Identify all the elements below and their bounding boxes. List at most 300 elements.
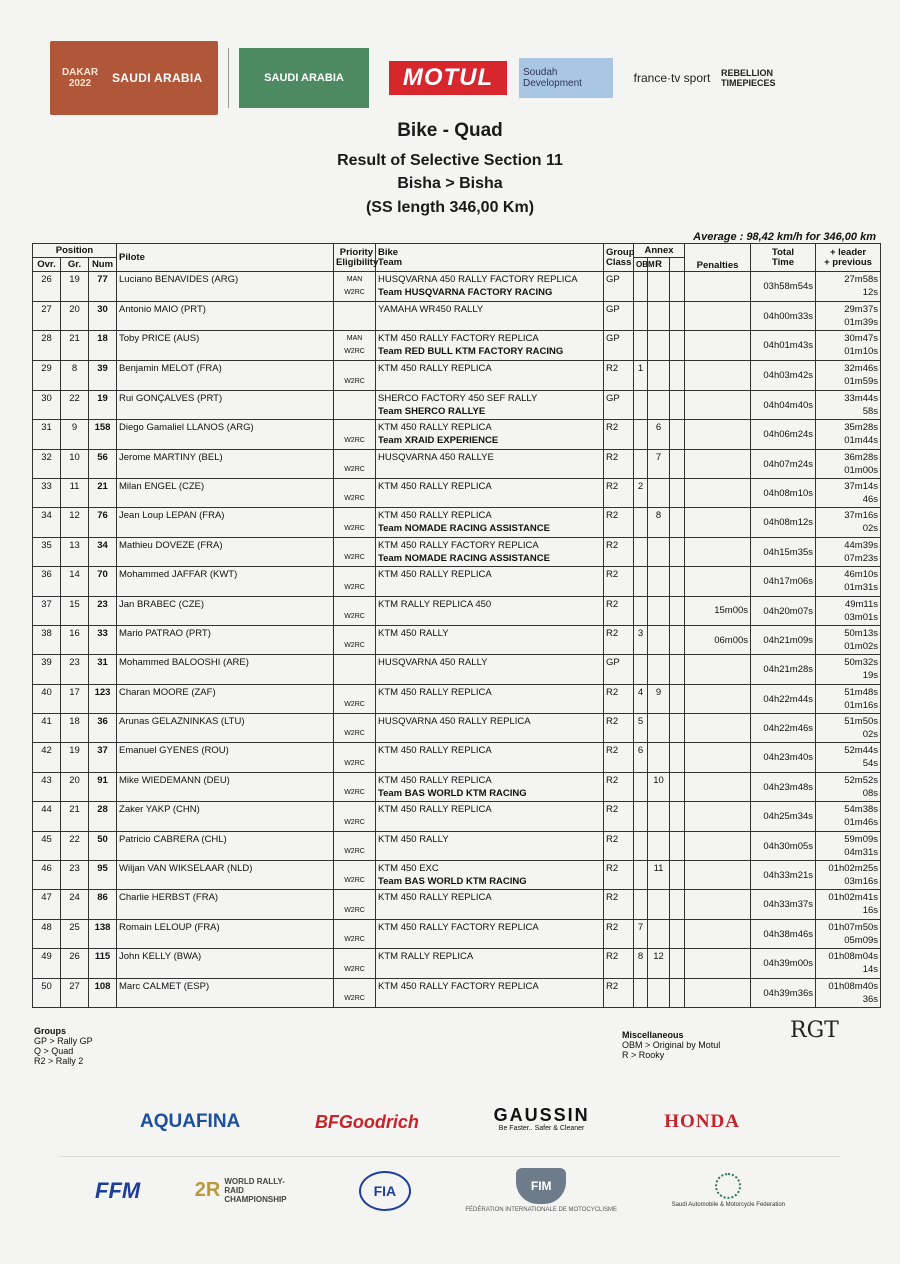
header-position: Position	[33, 244, 117, 258]
cell-total-time: 04h21m09s	[751, 625, 816, 654]
cell-pilote: Marc CALMET (ESP)	[117, 978, 334, 1007]
groups-item: GP > Rally GP	[34, 1036, 93, 1046]
cell-bike-team: KTM 450 RALLY REPLICA	[376, 743, 604, 772]
table-row	[33, 420, 881, 449]
cell-gaps: 27m58s 12s	[816, 272, 881, 302]
cell-total-time: 04h07m24s	[751, 449, 816, 478]
cell-gr: 22	[61, 390, 89, 419]
cell-ovr: 31	[33, 420, 61, 449]
cell-priority: W2RC	[334, 978, 376, 1007]
cell-total-time: 04h20m07s	[751, 596, 816, 625]
cell-penalties	[685, 302, 751, 331]
cell-total-time: 04h08m10s	[751, 478, 816, 507]
cell-gr: 26	[61, 949, 89, 978]
cell-gr: 17	[61, 684, 89, 713]
cell-num: 33	[89, 625, 117, 654]
cell-total-time: 04h39m36s	[751, 978, 816, 1007]
cell-priority: W2RC	[334, 772, 376, 801]
cell-annex-blank	[670, 655, 685, 684]
cell-bike-team: KTM 450 RALLY FACTORY REPLICA	[376, 919, 604, 948]
cell-gr: 23	[61, 655, 89, 684]
cell-obm: 7	[634, 919, 648, 948]
cell-obm	[634, 508, 648, 537]
cell-r	[648, 537, 670, 566]
cell-bike-team: KTM 450 RALLY FACTORY REPLICA Team NOMADE RACING ASSISTANCE	[376, 537, 604, 566]
table-row	[33, 949, 881, 978]
cell-r	[648, 714, 670, 743]
cell-bike-team: KTM 450 RALLY	[376, 625, 604, 654]
table-row	[33, 772, 881, 801]
cell-class: R2	[604, 508, 634, 537]
cell-total-time: 04h04m40s	[751, 390, 816, 419]
cell-ovr: 44	[33, 802, 61, 831]
table-row	[33, 331, 881, 361]
cell-pilote: Mohammed JAFFAR (KWT)	[117, 567, 334, 596]
cell-obm	[634, 331, 648, 361]
cell-priority: W2RC	[334, 508, 376, 537]
federation-logos	[95, 1168, 785, 1213]
cell-bike-team: SHERCO FACTORY 450 SEF RALLY Team SHERCO RALLYE	[376, 390, 604, 419]
cell-total-time: 03h58m54s	[751, 272, 816, 302]
dakar-logo	[50, 41, 218, 115]
cell-priority: W2RC	[334, 567, 376, 596]
cell-priority: W2RC	[334, 831, 376, 860]
cell-ovr: 50	[33, 978, 61, 1007]
cell-priority: W2RC	[334, 478, 376, 507]
cell-ovr: 37	[33, 596, 61, 625]
cell-priority: W2RC	[334, 949, 376, 978]
cell-r	[648, 596, 670, 625]
samf-logo: Saudi Automobile & Motorcycle Federation	[672, 1173, 785, 1208]
cell-class: GP	[604, 655, 634, 684]
france-tv-sport-logo: france·tv sport	[633, 70, 711, 85]
cell-gr: 13	[61, 537, 89, 566]
cell-obm	[634, 831, 648, 860]
cell-obm	[634, 655, 648, 684]
page-subtitle: Result of Selective Section 11	[337, 152, 563, 169]
cell-annex-blank	[670, 684, 685, 713]
cell-pilote: Romain LELOUP (FRA)	[117, 919, 334, 948]
cell-gaps: 01h02m25s 03m16s	[816, 861, 881, 890]
cell-gaps: 52m52s 08s	[816, 772, 881, 801]
table-row	[33, 449, 881, 478]
cell-annex-blank	[670, 625, 685, 654]
cell-class: GP	[604, 390, 634, 419]
cell-pilote: Jean Loup LEPAN (FRA)	[117, 508, 334, 537]
cell-num: 76	[89, 508, 117, 537]
cell-annex-blank	[670, 302, 685, 331]
cell-num: 30	[89, 302, 117, 331]
cell-annex-blank	[670, 743, 685, 772]
cell-r: 7	[648, 449, 670, 478]
cell-r: 12	[648, 949, 670, 978]
page-title: Bike - Quad	[397, 120, 503, 141]
cell-total-time: 04h15m35s	[751, 537, 816, 566]
cell-obm	[634, 596, 648, 625]
misc-title: Miscellaneous	[622, 1030, 684, 1040]
header-priority: Priority Eligibility	[334, 244, 376, 272]
table-row	[33, 861, 881, 890]
cell-priority: W2RC	[334, 919, 376, 948]
cell-annex-blank	[670, 919, 685, 948]
cell-class: R2	[604, 537, 634, 566]
cell-penalties	[685, 772, 751, 801]
cell-total-time: 04h33m37s	[751, 890, 816, 919]
cell-class: GP	[604, 331, 634, 361]
cell-total-time: 04h22m46s	[751, 714, 816, 743]
signature: RGT	[790, 1018, 839, 1043]
cell-gaps: 01h07m50s 05m09s	[816, 919, 881, 948]
cell-pilote: Diego Gamaliel LLANOS (ARG)	[117, 420, 334, 449]
cell-ovr: 49	[33, 949, 61, 978]
cell-gr: 25	[61, 919, 89, 948]
cell-priority: W2RC	[334, 802, 376, 831]
groups-item: Q > Quad	[34, 1046, 74, 1056]
rebellion-logo: REBELLION TIMEPIECES	[721, 68, 776, 88]
cell-r	[648, 361, 670, 390]
cell-r: 8	[648, 508, 670, 537]
header-r: R	[648, 258, 670, 272]
cell-annex-blank	[670, 802, 685, 831]
cell-gr: 10	[61, 449, 89, 478]
cell-pilote: Wiljan VAN WIKSELAAR (NLD)	[117, 861, 334, 890]
cell-gr: 19	[61, 743, 89, 772]
cell-r: 9	[648, 684, 670, 713]
table-row	[33, 625, 881, 654]
cell-bike-team: KTM 450 RALLY REPLICA Team BAS WORLD KTM RACING	[376, 772, 604, 801]
header-num: Num	[89, 258, 117, 272]
header-logos	[50, 40, 860, 116]
cell-gaps: 59m09s 04m31s	[816, 831, 881, 860]
cell-ovr: 46	[33, 861, 61, 890]
cell-r	[648, 272, 670, 302]
cell-num: 95	[89, 861, 117, 890]
cell-annex-blank	[670, 537, 685, 566]
cell-annex-blank	[670, 714, 685, 743]
cell-penalties	[685, 949, 751, 978]
cell-num: 56	[89, 449, 117, 478]
cell-class: R2	[604, 596, 634, 625]
divider	[60, 1156, 840, 1157]
cell-total-time: 04h33m21s	[751, 861, 816, 890]
cell-pilote: Antonio MAIO (PRT)	[117, 302, 334, 331]
cell-num: 138	[89, 919, 117, 948]
cell-gaps: 35m28s 01m44s	[816, 420, 881, 449]
header-bike-team: Bike Team	[376, 244, 604, 272]
cell-bike-team: KTM 450 RALLY REPLICA	[376, 684, 604, 713]
cell-r	[648, 390, 670, 419]
cell-ovr: 40	[33, 684, 61, 713]
cell-pilote: Luciano BENAVIDES (ARG)	[117, 272, 334, 302]
cell-ovr: 36	[33, 567, 61, 596]
cell-r	[648, 302, 670, 331]
cell-penalties	[685, 684, 751, 713]
cell-pilote: Milan ENGEL (CZE)	[117, 478, 334, 507]
cell-class: R2	[604, 772, 634, 801]
cell-gr: 15	[61, 596, 89, 625]
cell-class: R2	[604, 361, 634, 390]
table-row	[33, 714, 881, 743]
cell-class: R2	[604, 743, 634, 772]
header-gaps: + leader + previous	[816, 244, 881, 272]
header-ovr: Ovr.	[33, 258, 61, 272]
cell-total-time: 04h08m12s	[751, 508, 816, 537]
cell-r	[648, 978, 670, 1007]
cell-num: 18	[89, 331, 117, 361]
results-table	[32, 243, 881, 1008]
table-row	[33, 802, 881, 831]
cell-priority: W2RC	[334, 743, 376, 772]
cell-annex-blank	[670, 567, 685, 596]
cell-penalties	[685, 508, 751, 537]
cell-gr: 9	[61, 420, 89, 449]
samf-emblem-icon	[715, 1173, 741, 1199]
cell-r	[648, 919, 670, 948]
table-row	[33, 302, 881, 331]
cell-penalties	[685, 919, 751, 948]
table-row	[33, 567, 881, 596]
cell-total-time: 04h01m43s	[751, 331, 816, 361]
cell-ovr: 45	[33, 831, 61, 860]
divider	[228, 48, 229, 108]
table-row	[33, 508, 881, 537]
cell-annex-blank	[670, 272, 685, 302]
header-pilote: Pilote	[117, 244, 334, 272]
cell-num: 19	[89, 390, 117, 419]
cell-num: 23	[89, 596, 117, 625]
cell-pilote: Benjamin MELOT (FRA)	[117, 361, 334, 390]
table-row	[33, 743, 881, 772]
cell-penalties: 15m00s	[685, 596, 751, 625]
cell-priority: W2RC	[334, 361, 376, 390]
table-row	[33, 361, 881, 390]
cell-gr: 14	[61, 567, 89, 596]
cell-gr: 27	[61, 978, 89, 1007]
cell-priority: W2RC	[334, 420, 376, 449]
cell-ovr: 34	[33, 508, 61, 537]
cell-total-time: 04h21m28s	[751, 655, 816, 684]
aquafina-logo: AQUAFINA	[140, 1111, 241, 1132]
cell-class: R2	[604, 420, 634, 449]
cell-gaps: 51m50s 02s	[816, 714, 881, 743]
cell-priority	[334, 655, 376, 684]
cell-penalties	[685, 831, 751, 860]
cell-class: R2	[604, 919, 634, 948]
cell-total-time: 04h03m42s	[751, 361, 816, 390]
cell-priority: W2RC	[334, 890, 376, 919]
cell-num: 108	[89, 978, 117, 1007]
cell-num: 86	[89, 890, 117, 919]
cell-obm	[634, 890, 648, 919]
cell-num: 91	[89, 772, 117, 801]
cell-pilote: Charan MOORE (ZAF)	[117, 684, 334, 713]
honda-logo: HONDA	[664, 1111, 740, 1132]
cell-ovr: 48	[33, 919, 61, 948]
cell-total-time: 04h25m34s	[751, 802, 816, 831]
cell-ovr: 39	[33, 655, 61, 684]
table-row	[33, 390, 881, 419]
cell-total-time: 04h39m00s	[751, 949, 816, 978]
cell-pilote: Mario PATRAO (PRT)	[117, 625, 334, 654]
header-annex: Annex	[634, 244, 685, 258]
cell-pilote: Toby PRICE (AUS)	[117, 331, 334, 361]
cell-penalties	[685, 714, 751, 743]
cell-penalties	[685, 361, 751, 390]
cell-gaps: 01h02m41s 16s	[816, 890, 881, 919]
cell-penalties	[685, 890, 751, 919]
cell-annex-blank	[670, 331, 685, 361]
cell-gaps: 37m14s 46s	[816, 478, 881, 507]
cell-gaps: 46m10s 01m31s	[816, 567, 881, 596]
cell-bike-team: KTM 450 RALLY REPLICA	[376, 361, 604, 390]
cell-gaps: 33m44s 58s	[816, 390, 881, 419]
cell-pilote: Mike WIEDEMANN (DEU)	[117, 772, 334, 801]
table-row	[33, 272, 881, 302]
cell-gaps: 29m37s 01m39s	[816, 302, 881, 331]
cell-gr: 16	[61, 625, 89, 654]
cell-pilote: Mohammed BALOOSHI (ARE)	[117, 655, 334, 684]
cell-ovr: 33	[33, 478, 61, 507]
cell-obm: 5	[634, 714, 648, 743]
cell-obm	[634, 272, 648, 302]
cell-penalties	[685, 743, 751, 772]
table-row	[33, 890, 881, 919]
cell-class: R2	[604, 831, 634, 860]
w2rc-logo: 2R WORLD RALLY-RAID CHAMPIONSHIP	[194, 1177, 287, 1204]
cell-class: R2	[604, 567, 634, 596]
cell-bike-team: KTM RALLY REPLICA 450	[376, 596, 604, 625]
cell-bike-team: YAMAHA WR450 RALLY	[376, 302, 604, 331]
cell-r	[648, 567, 670, 596]
table-row	[33, 919, 881, 948]
cell-class: R2	[604, 949, 634, 978]
cell-pilote: John KELLY (BWA)	[117, 949, 334, 978]
header-penalties: Penalties	[685, 244, 751, 272]
cell-bike-team: HUSQVARNA 450 RALLY	[376, 655, 604, 684]
cell-class: R2	[604, 890, 634, 919]
cell-gr: 22	[61, 831, 89, 860]
header-group-class: Group Class	[604, 244, 634, 272]
cell-gaps: 44m39s 07m23s	[816, 537, 881, 566]
cell-total-time: 04h22m44s	[751, 684, 816, 713]
bfgoodrich-logo: BFGoodrich	[314, 1111, 419, 1132]
cell-bike-team: KTM 450 RALLY FACTORY REPLICA	[376, 978, 604, 1007]
cell-obm: 3	[634, 625, 648, 654]
cell-total-time: 04h17m06s	[751, 567, 816, 596]
cell-pilote: Charlie HERBST (FRA)	[117, 890, 334, 919]
cell-class: GP	[604, 302, 634, 331]
cell-num: 50	[89, 831, 117, 860]
cell-penalties	[685, 420, 751, 449]
cell-r: 6	[648, 420, 670, 449]
table-row	[33, 684, 881, 713]
cell-annex-blank	[670, 861, 685, 890]
cell-gaps: 37m16s 02s	[816, 508, 881, 537]
cell-obm: 4	[634, 684, 648, 713]
cell-ovr: 27	[33, 302, 61, 331]
gaussin-logo: GAUSSIN Be Faster.. Safer & Cleaner	[493, 1105, 590, 1132]
cell-gaps: 50m13s 01m02s	[816, 625, 881, 654]
cell-class: R2	[604, 449, 634, 478]
cell-num: 28	[89, 802, 117, 831]
cell-gr: 23	[61, 861, 89, 890]
cell-ovr: 26	[33, 272, 61, 302]
groups-legend	[34, 1026, 93, 1066]
cell-bike-team: KTM RALLY REPLICA	[376, 949, 604, 978]
results-body	[33, 272, 881, 1008]
cell-num: 123	[89, 684, 117, 713]
cell-gr: 11	[61, 478, 89, 507]
cell-pilote: Patricio CABRERA (CHL)	[117, 831, 334, 860]
cell-obm	[634, 449, 648, 478]
cell-gaps: 51m48s 01m16s	[816, 684, 881, 713]
cell-gaps: 36m28s 01m00s	[816, 449, 881, 478]
cell-ovr: 30	[33, 390, 61, 419]
cell-num: 158	[89, 420, 117, 449]
cell-gr: 21	[61, 331, 89, 361]
header-total-time: Total Time	[751, 244, 816, 272]
cell-pilote: Mathieu DOVEZE (FRA)	[117, 537, 334, 566]
cell-bike-team: KTM 450 RALLY REPLICA	[376, 802, 604, 831]
cell-pilote: Arunas GELAZNINKAS (LTU)	[117, 714, 334, 743]
cell-annex-blank	[670, 420, 685, 449]
cell-r	[648, 625, 670, 654]
cell-bike-team: HUSQVARNA 450 RALLY REPLICA	[376, 714, 604, 743]
cell-ovr: 38	[33, 625, 61, 654]
fim-logo: FIM FÉDÉRATION INTERNATIONALE DE MOTOCYCLISME	[465, 1168, 617, 1213]
cell-priority	[334, 302, 376, 331]
cell-r	[648, 802, 670, 831]
ffm-logo: FFM	[95, 1177, 141, 1203]
cell-r	[648, 655, 670, 684]
cell-obm	[634, 420, 648, 449]
cell-penalties	[685, 655, 751, 684]
cell-gr: 21	[61, 802, 89, 831]
cell-bike-team: KTM 450 RALLY REPLICA	[376, 567, 604, 596]
cell-num: 77	[89, 272, 117, 302]
cell-annex-blank	[670, 449, 685, 478]
cell-priority: W2RC	[334, 714, 376, 743]
cell-total-time: 04h38m46s	[751, 919, 816, 948]
table-row	[33, 978, 881, 1007]
cell-class: R2	[604, 861, 634, 890]
table-row	[33, 537, 881, 566]
cell-annex-blank	[670, 831, 685, 860]
motul-logo: MOTUL	[389, 61, 507, 95]
cell-priority: MAN W2RC	[334, 331, 376, 361]
cell-obm	[634, 302, 648, 331]
cell-total-time: 04h23m48s	[751, 772, 816, 801]
cell-obm: 2	[634, 478, 648, 507]
cell-bike-team: KTM 450 EXC Team BAS WORLD KTM RACING	[376, 861, 604, 890]
saudi-arabia-logo: SAUDI ARABIA	[239, 48, 369, 108]
cell-ovr: 47	[33, 890, 61, 919]
cell-total-time: 04h00m33s	[751, 302, 816, 331]
cell-gaps: 50m32s 19s	[816, 655, 881, 684]
misc-legend	[622, 1030, 720, 1060]
cell-pilote: Jan BRABEC (CZE)	[117, 596, 334, 625]
cell-bike-team: KTM 450 RALLY FACTORY REPLICA Team RED BULL KTM FACTORY RACING	[376, 331, 604, 361]
cell-total-time: 04h30m05s	[751, 831, 816, 860]
cell-ovr: 42	[33, 743, 61, 772]
misc-item: R > Rooky	[622, 1050, 665, 1060]
cell-class: R2	[604, 978, 634, 1007]
cell-penalties	[685, 390, 751, 419]
cell-bike-team: HUSQVARNA 450 RALLY FACTORY REPLICA Team HUSQVARNA FACTORY RACING	[376, 272, 604, 302]
cell-obm	[634, 802, 648, 831]
cell-gr: 19	[61, 272, 89, 302]
cell-penalties	[685, 537, 751, 566]
